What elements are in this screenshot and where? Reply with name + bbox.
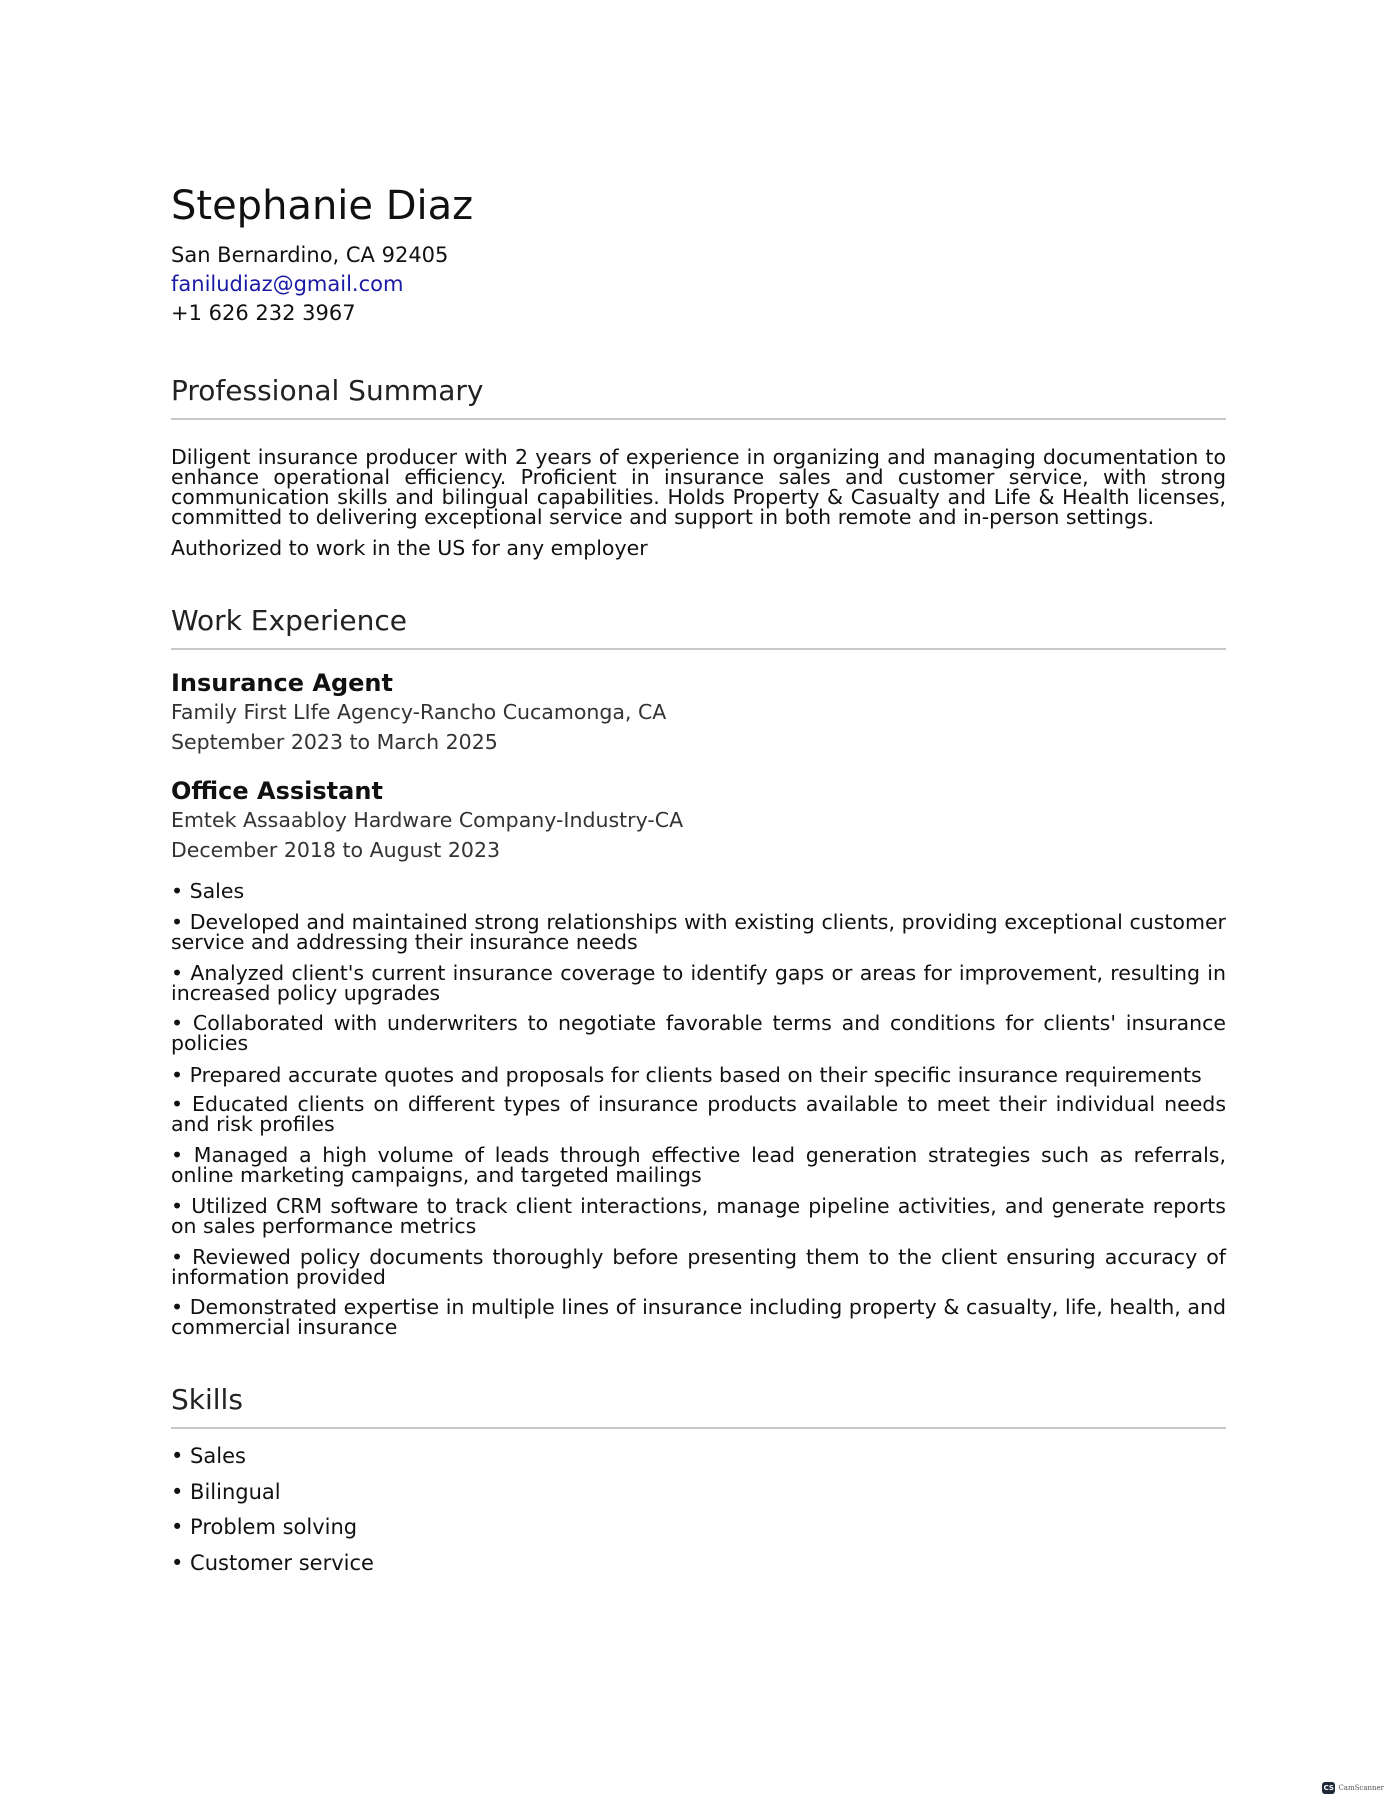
job-dates: December 2018 to August 2023 bbox=[171, 838, 501, 862]
camscanner-watermark bbox=[1322, 1781, 1384, 1795]
email-link[interactable]: faniludiaz@gmail.com bbox=[171, 272, 404, 296]
skill-item: • Customer service bbox=[171, 1551, 374, 1575]
phone: +1 626 232 3967 bbox=[171, 301, 356, 325]
summary-paragraph: Diligent insurance producer with 2 years of experience in organizing and managing documentation to enhance operational efficiency. Proficient in insurance sales and customer service, with strong communication skills and bilingual capabilities. Holds Property & Casualty and Life & Health licenses, committed to delivering exceptional service and support in both remote and in-person settings. bbox=[171, 445, 1226, 529]
job-company: Emtek Assaabloy Hardware Company-Industry-CA bbox=[171, 808, 684, 832]
experience-bullet: • Collaborated with underwriters to negotiate favorable terms and conditions for clients' insurance policies bbox=[171, 1011, 1226, 1055]
experience-bullet: • Sales bbox=[171, 879, 245, 903]
skill-item: • Sales bbox=[171, 1444, 246, 1468]
section-divider bbox=[171, 1427, 1226, 1429]
experience-bullet: • Utilized CRM software to track client interactions, manage pipeline activities, and generate reports on sales performance metrics bbox=[171, 1194, 1226, 1238]
section-title-skills: Skills bbox=[171, 1383, 243, 1416]
skill-item: • Problem solving bbox=[171, 1515, 358, 1539]
experience-bullet: • Demonstrated expertise in multiple lines of insurance including property & casualty, life, health, and commercial insurance bbox=[171, 1295, 1226, 1339]
experience-bullet: • Analyzed client's current insurance coverage to identify gaps or areas for improvement, resulting in increased policy upgrades bbox=[171, 961, 1226, 1005]
experience-bullet: • Developed and maintained strong relationships with existing clients, providing exceptional customer service and addressing their insurance needs bbox=[171, 910, 1226, 954]
job-title: Insurance Agent bbox=[171, 669, 393, 697]
job-company: Family First LIfe Agency-Rancho Cucamonga, CA bbox=[171, 700, 667, 724]
experience-bullet: • Educated clients on different types of insurance products available to meet their individual needs and risk profiles bbox=[171, 1092, 1226, 1136]
section-title-summary: Professional Summary bbox=[171, 374, 484, 407]
job-dates: September 2023 to March 2025 bbox=[171, 730, 498, 754]
candidate-name: Stephanie Diaz bbox=[171, 183, 474, 229]
experience-bullet: • Prepared accurate quotes and proposals for clients based on their specific insurance requirements bbox=[171, 1063, 1202, 1087]
job-title: Office Assistant bbox=[171, 777, 383, 805]
section-divider bbox=[171, 418, 1226, 420]
section-divider bbox=[171, 648, 1226, 650]
experience-bullet: • Reviewed policy documents thoroughly before presenting them to the client ensuring accuracy of information provided bbox=[171, 1245, 1226, 1289]
experience-bullet: • Managed a high volume of leads through effective lead generation strategies such as referrals, online marketing campaigns, and targeted mailings bbox=[171, 1143, 1226, 1187]
location: San Bernardino, CA 92405 bbox=[171, 243, 449, 267]
skill-item: • Bilingual bbox=[171, 1480, 281, 1504]
work-authorization: Authorized to work in the US for any employer bbox=[171, 536, 648, 560]
camscanner-logo-icon: CS bbox=[1323, 1784, 1334, 1792]
section-title-experience: Work Experience bbox=[171, 604, 407, 637]
camscanner-text: CamScanner bbox=[1338, 1784, 1384, 1792]
